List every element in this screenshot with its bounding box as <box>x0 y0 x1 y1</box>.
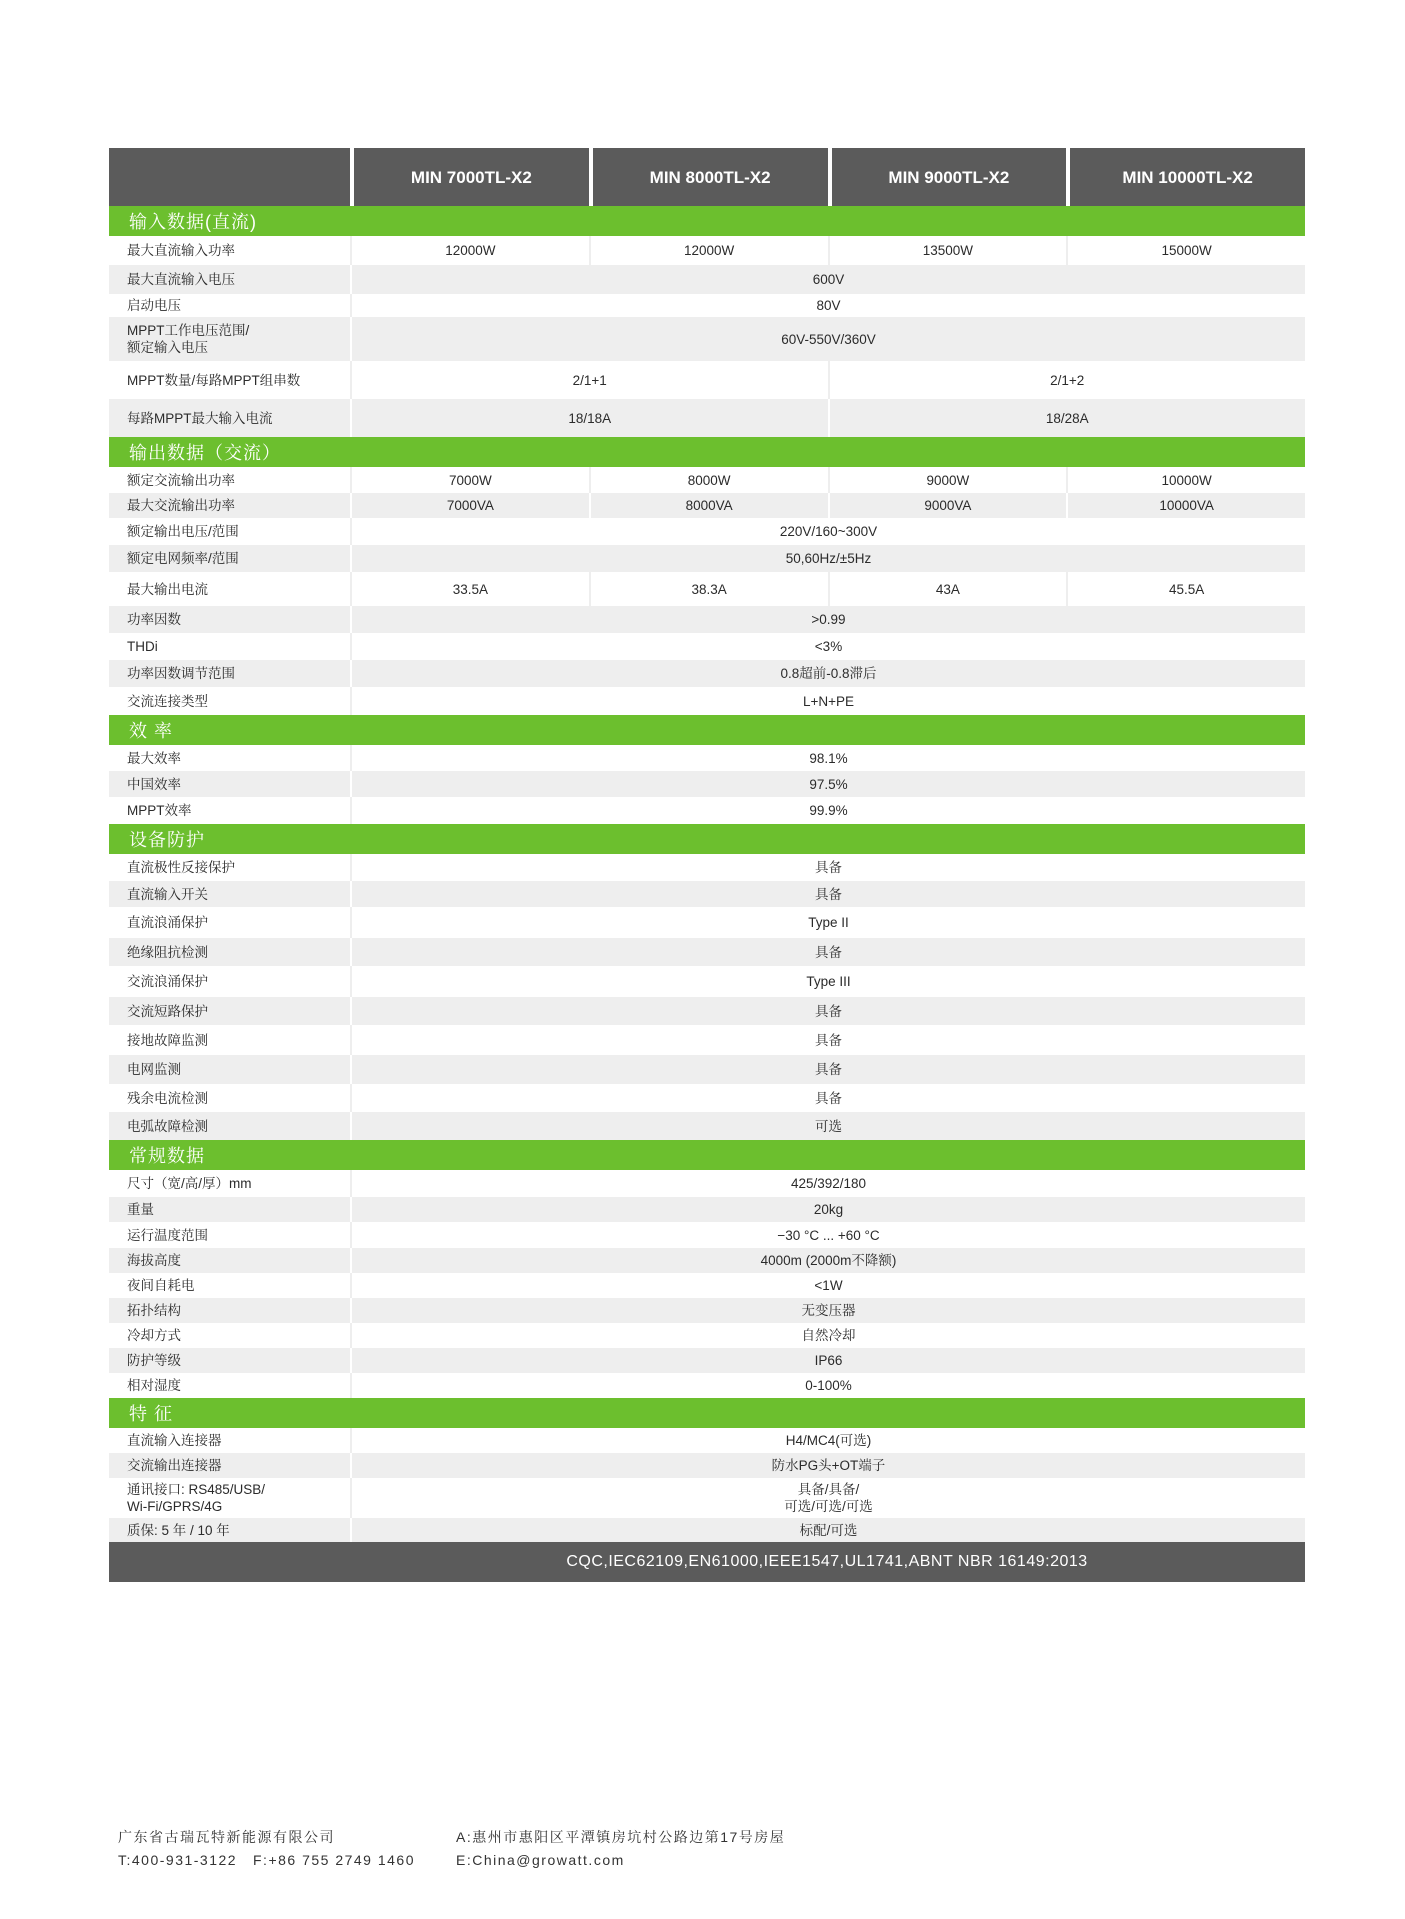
spec-value: 具备 <box>350 881 1305 907</box>
spec-value: 具备 <box>350 997 1305 1025</box>
spec-label: 冷却方式 <box>109 1323 350 1348</box>
spec-value: −30 °C ... +60 °C <box>350 1222 1305 1248</box>
spec-label: 电网监测 <box>109 1055 350 1084</box>
spec-row <box>109 745 1305 771</box>
spec-value: 97.5% <box>350 771 1305 797</box>
spec-label: 功率因数 <box>109 606 350 633</box>
spec-label: 启动电压 <box>109 294 350 317</box>
spec-row <box>109 1025 1305 1055</box>
spec-row <box>109 1478 1305 1518</box>
page-footer <box>118 1826 918 1872</box>
spec-sections <box>109 206 1305 1542</box>
spec-label: 运行温度范围 <box>109 1222 350 1248</box>
company-name: 广东省古瑞瓦特新能源有限公司 <box>118 1829 335 1845</box>
spec-table <box>109 148 1305 1582</box>
spec-row <box>109 1453 1305 1478</box>
spec-value: 2/1+1 <box>350 361 828 399</box>
spec-value: 99.9% <box>350 797 1305 824</box>
spec-value: 自然冷却 <box>350 1323 1305 1348</box>
section-header: 效 率 <box>109 715 1305 745</box>
spec-row <box>109 881 1305 907</box>
spec-label: 拓扑结构 <box>109 1298 350 1323</box>
spec-value: 98.1% <box>350 745 1305 771</box>
spec-label: 最大效率 <box>109 745 350 771</box>
spec-value: 具备 <box>350 1025 1305 1055</box>
spec-value: IP66 <box>350 1348 1305 1373</box>
spec-value: 18/28A <box>828 399 1306 437</box>
spec-label: 质保: 5 年 / 10 年 <box>109 1518 350 1542</box>
spec-row <box>109 467 1305 493</box>
spec-label: 尺寸（宽/高/厚）mm <box>109 1170 350 1197</box>
spec-label: 额定交流输出功率 <box>109 467 350 493</box>
spec-label: THDi <box>109 633 350 660</box>
spec-value: 4000m (2000m不降额) <box>350 1248 1305 1273</box>
spec-value: 9000VA <box>828 493 1067 518</box>
spec-value: 具备 <box>350 1055 1305 1084</box>
spec-label: MPPT效率 <box>109 797 350 824</box>
certifications-bar: CQC,IEC62109,EN61000,IEEE1547,UL1741,ABNT NBR 16149:2013 <box>109 1542 1305 1582</box>
spec-label: 额定电网频率/范围 <box>109 545 350 572</box>
spec-label: 最大交流输出功率 <box>109 493 350 518</box>
spec-value: 15000W <box>1066 236 1305 265</box>
spec-value: 可选 <box>350 1112 1305 1140</box>
spec-value: 20kg <box>350 1197 1305 1222</box>
spec-value: 7000W <box>350 467 589 493</box>
spec-row <box>109 1197 1305 1222</box>
spec-row <box>109 907 1305 938</box>
spec-label: MPPT数量/每路MPPT组串数 <box>109 361 350 399</box>
section-header: 设备防护 <box>109 824 1305 854</box>
spec-label: 电弧故障检测 <box>109 1112 350 1140</box>
spec-row <box>109 997 1305 1025</box>
model-header: MIN 8000TL-X2 <box>589 148 828 206</box>
spec-row <box>109 265 1305 294</box>
spec-value: 13500W <box>828 236 1067 265</box>
spec-value: 0-100% <box>350 1373 1305 1398</box>
spec-row <box>109 1112 1305 1140</box>
spec-value: 18/18A <box>350 399 828 437</box>
spec-row <box>109 1055 1305 1084</box>
company-email: E:China@growatt.com <box>456 1852 625 1868</box>
model-header: MIN 10000TL-X2 <box>1066 148 1305 206</box>
spec-value: 具备/具备/ 可选/可选/可选 <box>350 1478 1305 1518</box>
spec-row <box>109 938 1305 966</box>
spec-value: 具备 <box>350 1084 1305 1112</box>
spec-value: H4/MC4(可选) <box>350 1428 1305 1453</box>
spec-label: 交流短路保护 <box>109 997 350 1025</box>
spec-row <box>109 1428 1305 1453</box>
spec-value: 标配/可选 <box>350 1518 1305 1542</box>
spec-row <box>109 854 1305 881</box>
spec-value: 33.5A <box>350 572 589 606</box>
spec-value: 10000VA <box>1066 493 1305 518</box>
company-fax: F:+86 755 2749 1460 <box>253 1852 416 1868</box>
spec-label: 直流输入开关 <box>109 881 350 907</box>
spec-label: 残余电流检测 <box>109 1084 350 1112</box>
spec-row <box>109 660 1305 687</box>
spec-label: 最大直流输入电压 <box>109 265 350 294</box>
spec-value: 38.3A <box>589 572 828 606</box>
company-address: A:惠州市惠阳区平潭镇房坑村公路边第17号房屋 <box>456 1829 786 1845</box>
spec-value: 具备 <box>350 854 1305 881</box>
spec-label: 直流浪涌保护 <box>109 907 350 938</box>
spec-label: 功率因数调节范围 <box>109 660 350 687</box>
spec-value: 10000W <box>1066 467 1305 493</box>
spec-label: 直流输入连接器 <box>109 1428 350 1453</box>
spec-row <box>109 771 1305 797</box>
spec-value: 45.5A <box>1066 572 1305 606</box>
company-phone: T:400-931-3122 <box>118 1852 238 1868</box>
model-header-row <box>109 148 1305 206</box>
spec-row <box>109 1222 1305 1248</box>
spec-label: 交流连接类型 <box>109 687 350 715</box>
spec-value: 9000W <box>828 467 1067 493</box>
spec-row <box>109 1170 1305 1197</box>
model-header: MIN 7000TL-X2 <box>350 148 589 206</box>
spec-value: 600V <box>350 265 1305 294</box>
spec-row <box>109 572 1305 606</box>
section-header: 常规数据 <box>109 1140 1305 1170</box>
spec-row <box>109 1518 1305 1542</box>
spec-value: 425/392/180 <box>350 1170 1305 1197</box>
spec-value: 12000W <box>350 236 589 265</box>
spec-value: Type III <box>350 966 1305 997</box>
spec-row <box>109 606 1305 633</box>
model-header: MIN 9000TL-X2 <box>828 148 1067 206</box>
spec-value: <3% <box>350 633 1305 660</box>
header-blank-cell <box>109 148 350 206</box>
spec-value: 具备 <box>350 938 1305 966</box>
spec-row <box>109 518 1305 545</box>
spec-label: 通讯接口: RS485/USB/ Wi-Fi/GPRS/4G <box>109 1478 350 1518</box>
spec-row <box>109 1373 1305 1398</box>
spec-value: L+N+PE <box>350 687 1305 715</box>
spec-value: Type II <box>350 907 1305 938</box>
spec-value: 80V <box>350 294 1305 317</box>
spec-row <box>109 1323 1305 1348</box>
spec-row <box>109 1248 1305 1273</box>
spec-row <box>109 493 1305 518</box>
spec-label: 夜间自耗电 <box>109 1273 350 1298</box>
spec-value: 12000W <box>589 236 828 265</box>
spec-label: 重量 <box>109 1197 350 1222</box>
spec-value: <1W <box>350 1273 1305 1298</box>
spec-row <box>109 633 1305 660</box>
spec-row <box>109 317 1305 361</box>
spec-label: 接地故障监测 <box>109 1025 350 1055</box>
spec-value: 50,60Hz/±5Hz <box>350 545 1305 572</box>
spec-label: 绝缘阻抗检测 <box>109 938 350 966</box>
spec-label: 交流输出连接器 <box>109 1453 350 1478</box>
spec-label: 最大直流输入功率 <box>109 236 350 265</box>
spec-row <box>109 797 1305 824</box>
spec-label: 交流浪涌保护 <box>109 966 350 997</box>
spec-label: 直流极性反接保护 <box>109 854 350 881</box>
spec-value: 43A <box>828 572 1067 606</box>
spec-label: 最大输出电流 <box>109 572 350 606</box>
spec-row <box>109 966 1305 997</box>
spec-row <box>109 687 1305 715</box>
section-header: 输入数据(直流) <box>109 206 1305 236</box>
spec-row <box>109 1084 1305 1112</box>
spec-row <box>109 294 1305 317</box>
section-header: 特 征 <box>109 1398 1305 1428</box>
section-header: 输出数据（交流） <box>109 437 1305 467</box>
spec-value: 2/1+2 <box>828 361 1306 399</box>
spec-label: 相对湿度 <box>109 1373 350 1398</box>
spec-value: 8000VA <box>589 493 828 518</box>
spec-value: 防水PG头+OT端子 <box>350 1453 1305 1478</box>
spec-value: >0.99 <box>350 606 1305 633</box>
spec-row <box>109 545 1305 572</box>
spec-row <box>109 1348 1305 1373</box>
spec-label: 海拔高度 <box>109 1248 350 1273</box>
spec-label: 中国效率 <box>109 771 350 797</box>
spec-value: 7000VA <box>350 493 589 518</box>
spec-row <box>109 1273 1305 1298</box>
spec-row <box>109 236 1305 265</box>
spec-value: 220V/160~300V <box>350 518 1305 545</box>
spec-value: 无变压器 <box>350 1298 1305 1323</box>
spec-value: 0.8超前-0.8滞后 <box>350 660 1305 687</box>
spec-label: 防护等级 <box>109 1348 350 1373</box>
spec-row <box>109 361 1305 399</box>
spec-label: 额定输出电压/范围 <box>109 518 350 545</box>
spec-row <box>109 1298 1305 1323</box>
spec-label: 每路MPPT最大输入电流 <box>109 399 350 437</box>
spec-row <box>109 399 1305 437</box>
spec-label: MPPT工作电压范围/ 额定输入电压 <box>109 317 350 361</box>
spec-value: 8000W <box>589 467 828 493</box>
spec-value: 60V-550V/360V <box>350 317 1305 361</box>
